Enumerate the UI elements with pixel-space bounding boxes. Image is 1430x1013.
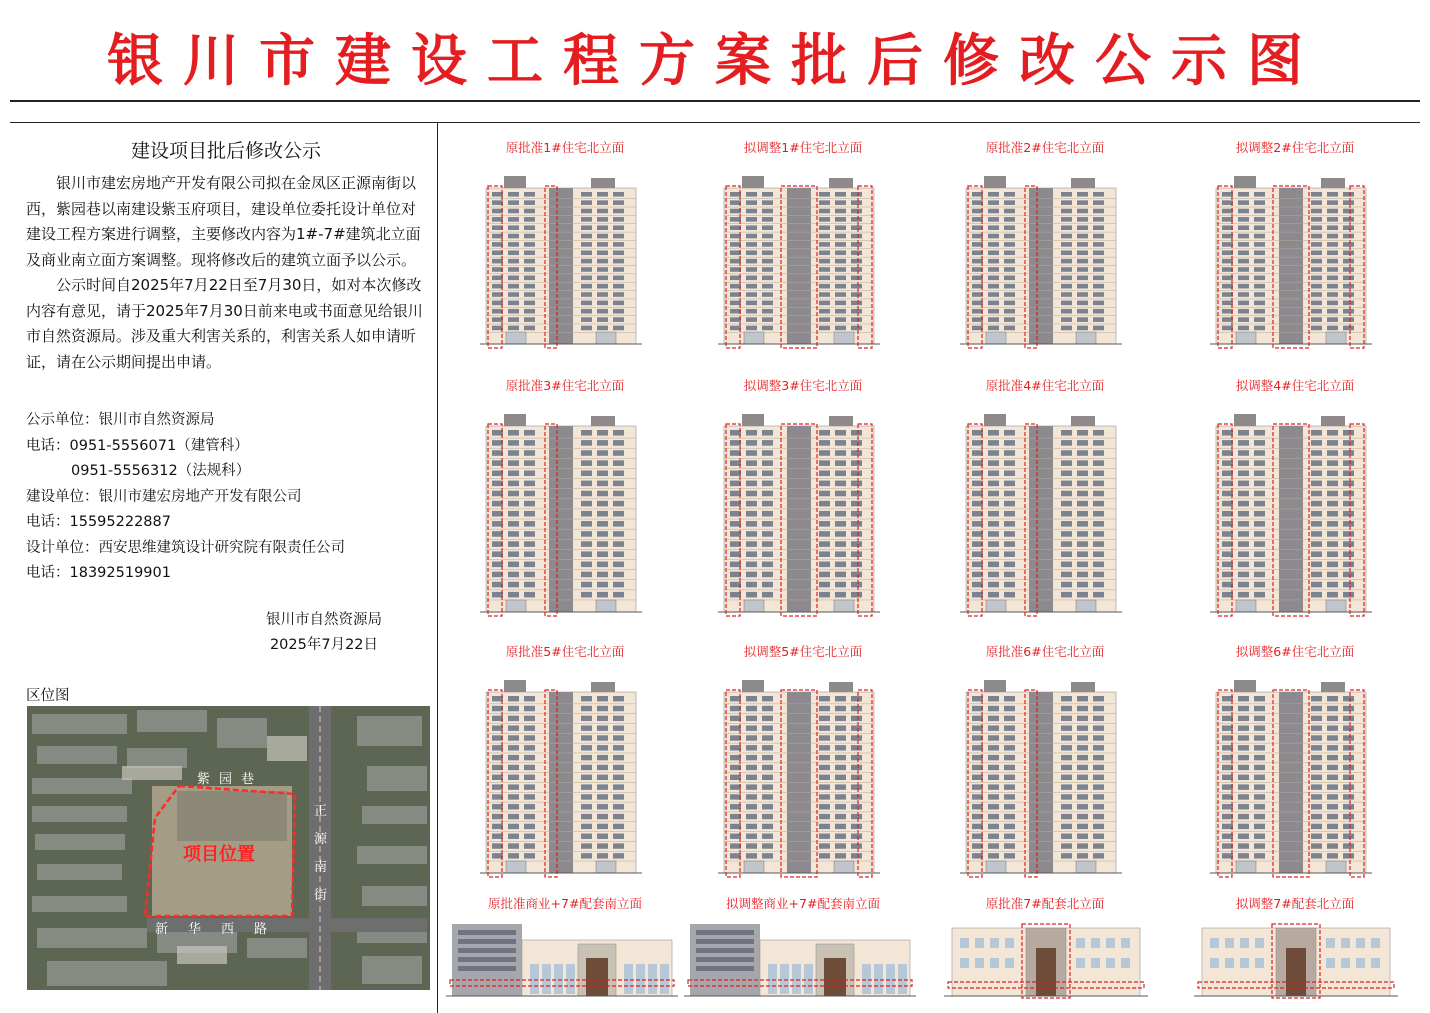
phone-line-2: 0951-5556312（法规科）: [71, 463, 251, 479]
notice-paragraph-1: 银川市建宏房地产开发有限公司拟在金凤区正源南街以西，紫园巷以南建设紫玉府项目，建设单位委托设计单位对建设工程方案进行调整，主要修改内容为1#-7#建筑北立面及商业南立面方案调整。现将修改后的建筑立面予以公示。: [26, 174, 421, 269]
elevation-title: 拟调整6#住宅北立面: [1235, 644, 1355, 659]
designer-line: 设计单位：西安思维建筑设计研究院有限责任公司: [26, 539, 345, 556]
elevation-title: 原批准1#住宅北立面: [505, 140, 625, 155]
elevation-drawing: [1176, 914, 1414, 1004]
elevation-panel: [926, 894, 1164, 1006]
signoff-org: 银川市自然资源局: [266, 612, 382, 628]
notice-paragraph-2: 公示时间自2025年7月22日至7月30日，如对本次修改内容有意见，请于2025年7月30日前来电或书面意见给银川市自然资源局。涉及重大利害关系的，利害关系人如申请听证，请在公示期间提出申请。: [26, 276, 423, 371]
signoff: [230, 608, 418, 658]
notice-title: 建设项目批后修改公示: [130, 140, 321, 162]
elevation-title: 原批准商业+7#配套南立面: [488, 896, 642, 911]
signoff-date: 2025年7月22日: [269, 637, 379, 653]
elevation-title: 拟调整5#住宅北立面: [743, 644, 863, 659]
road-label-east: 正源南街: [314, 804, 328, 903]
elevation-drawing: [1176, 396, 1414, 626]
elevation-panel: [684, 376, 922, 628]
road-label-north: 紫园巷: [197, 772, 264, 787]
location-map: [27, 706, 430, 990]
elevation-title: 拟调整商业+7#配套南立面: [726, 896, 880, 911]
elevation-drawing: [926, 158, 1164, 358]
elevation-drawing: [926, 662, 1164, 887]
builder-line: 建设单位：银川市建宏房地产开发有限公司: [26, 488, 302, 505]
page-title: 银川市建设工程方案批后修改公示图: [107, 29, 1323, 94]
elevation-panel: [446, 138, 684, 360]
elevation-title: 拟调整3#住宅北立面: [743, 378, 863, 393]
elevation-title: 原批准6#住宅北立面: [985, 644, 1105, 659]
elevation-panel: [684, 894, 922, 1006]
elevation-title: 原批准3#住宅北立面: [505, 378, 625, 393]
project-location-label: 项目位置: [183, 844, 255, 865]
elevation-drawing: [926, 396, 1164, 626]
elevation-title: 原批准4#住宅北立面: [985, 378, 1105, 393]
elevation-drawing: [684, 158, 922, 358]
elevation-title: 拟调整1#住宅北立面: [743, 140, 863, 155]
content-rule: [10, 122, 1420, 123]
elevation-panel: [926, 642, 1164, 889]
elevation-title: 拟调整7#配套北立面: [1235, 896, 1355, 911]
elevation-drawing: [446, 662, 684, 887]
elevation-title: 原批准7#配套北立面: [985, 896, 1105, 911]
elevation-title: 原批准5#住宅北立面: [505, 644, 625, 659]
elevation-title: 拟调整2#住宅北立面: [1235, 140, 1355, 155]
elevation-drawing: [446, 914, 684, 1004]
column-divider: [437, 122, 438, 1013]
road-label-south: 新华西路: [155, 922, 288, 937]
elevation-drawing: [446, 158, 684, 358]
builder-phone-line: 电话：15595222887: [26, 514, 171, 530]
elevation-panel: [446, 894, 684, 1006]
publisher-line: 公示单位：银川市自然资源局: [26, 412, 215, 428]
elevation-panel: [684, 138, 922, 360]
elevation-panel: [1176, 642, 1414, 889]
location-map-title: 区位图: [26, 688, 70, 704]
elevation-grid: [446, 126, 1426, 1006]
elevation-panel: [1176, 894, 1414, 1006]
elevation-title: 原批准2#住宅北立面: [985, 140, 1105, 155]
elevation-title: 拟调整4#住宅北立面: [1235, 378, 1355, 393]
phone-line-1: 电话：0951-5556071（建管科）: [26, 437, 249, 454]
elevation-drawing: [684, 662, 922, 887]
elevation-drawing: [1176, 662, 1414, 887]
contact-list: [26, 408, 426, 587]
elevation-panel: [684, 642, 922, 889]
elevation-panel: [1176, 376, 1414, 628]
elevation-panel: [446, 642, 684, 889]
title-rule: [10, 100, 1420, 102]
notice-panel: [26, 136, 426, 375]
elevation-panel: [1176, 138, 1414, 360]
elevation-drawing: [684, 914, 922, 1004]
elevation-drawing: [446, 396, 684, 626]
elevation-panel: [926, 138, 1164, 360]
elevation-drawing: [926, 914, 1164, 1004]
designer-phone-line: 电话：18392519901: [26, 565, 171, 581]
elevation-panel: [926, 376, 1164, 628]
elevation-drawing: [684, 396, 922, 626]
elevation-panel: [446, 376, 684, 628]
elevation-drawing: [1176, 158, 1414, 358]
